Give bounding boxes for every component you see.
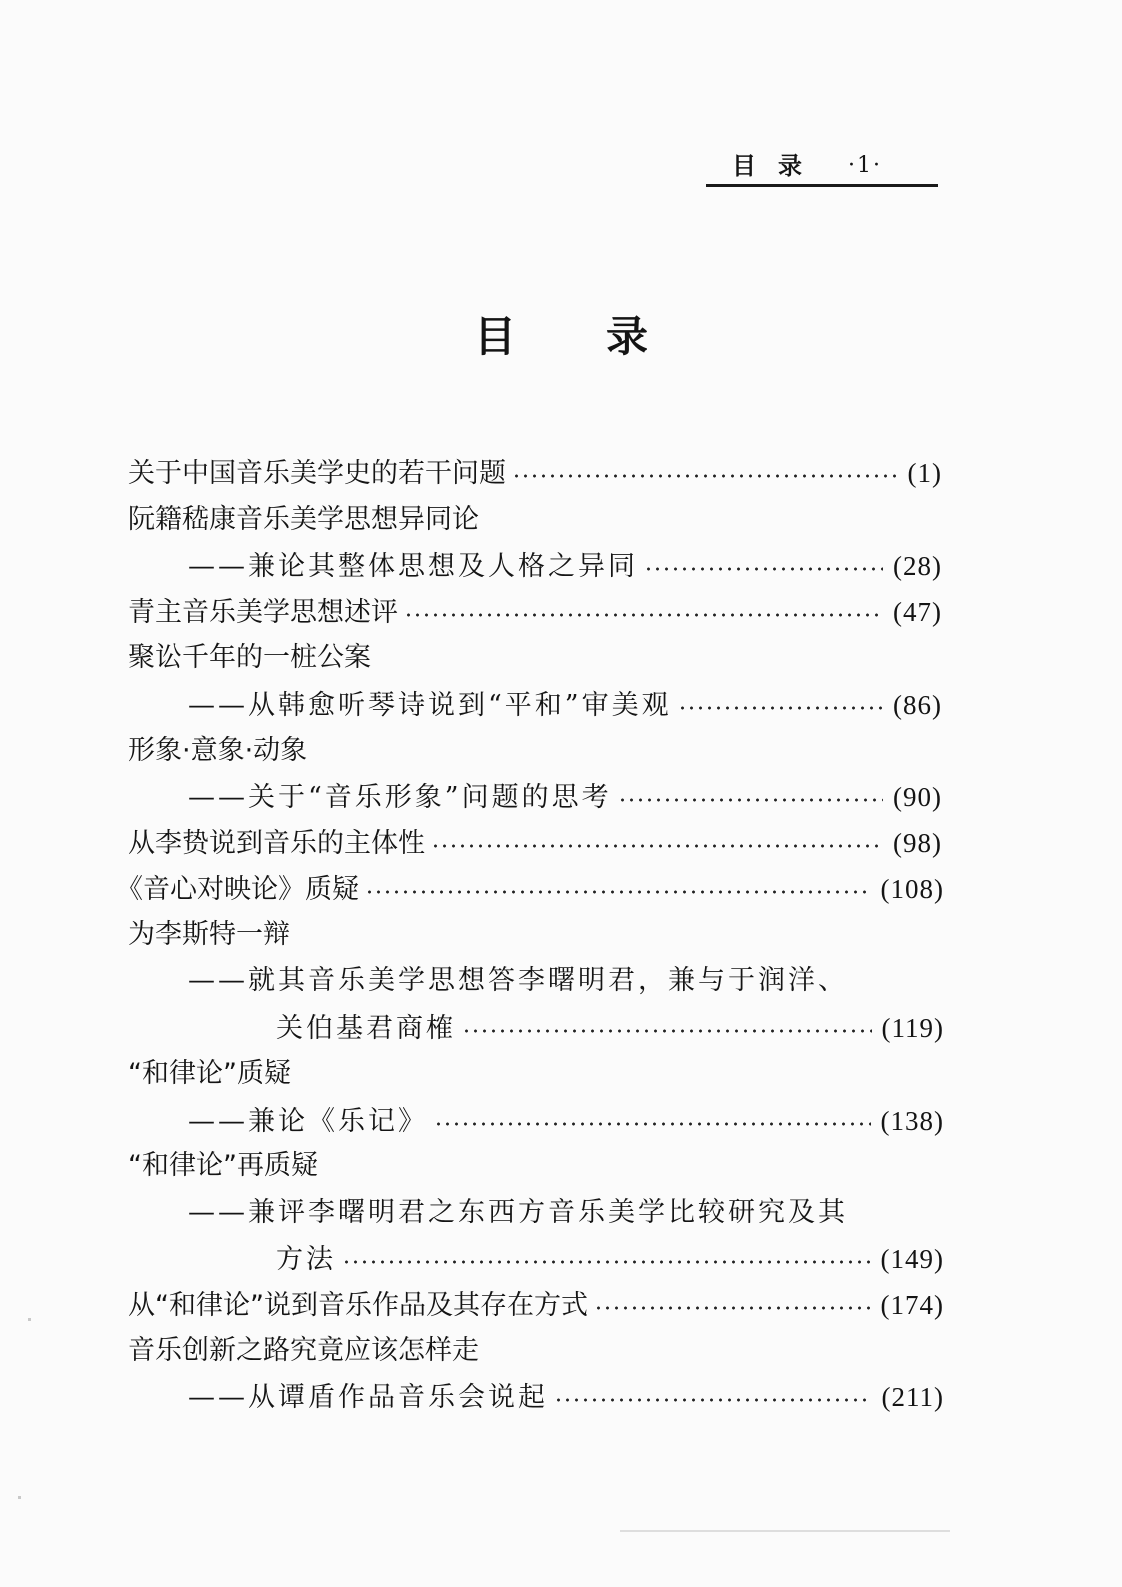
toc-entry-page: (90) bbox=[893, 782, 942, 812]
toc-entry[interactable] bbox=[128, 1051, 942, 1097]
dot-leader bbox=[365, 890, 871, 894]
toc-subentry-title: ——兼评李曙明君之东西方音乐美学比较研究及其 bbox=[188, 1197, 848, 1228]
toc-entry-title: 音乐创新之路究竟应该怎样走 bbox=[128, 1335, 479, 1366]
toc-entry[interactable] bbox=[128, 1282, 944, 1328]
scan-artifact bbox=[28, 1318, 31, 1321]
toc-entry-title: 为李斯特一辩 bbox=[128, 919, 290, 950]
toc-subentry-continuation[interactable] bbox=[276, 1005, 944, 1051]
toc-entry-title: “和律论”再质疑 bbox=[128, 1150, 318, 1181]
toc-entry-title: 从“和律论”说到音乐作品及其存在方式 bbox=[128, 1290, 588, 1321]
toc-subentry[interactable] bbox=[188, 1190, 942, 1236]
scan-artifact bbox=[620, 1530, 950, 1532]
toc-entry[interactable] bbox=[128, 728, 942, 774]
toc-subentry[interactable] bbox=[188, 543, 942, 589]
dot-leader bbox=[404, 613, 883, 617]
toc-entry-page: (28) bbox=[893, 551, 942, 581]
toc-subentry-title: ——从谭盾作品音乐会说起 bbox=[188, 1382, 548, 1413]
dot-leader bbox=[644, 567, 883, 571]
toc-subentry-title: ——兼论其整体思想及人格之异同 bbox=[188, 551, 638, 582]
toc-entry[interactable] bbox=[128, 1143, 942, 1189]
dot-leader bbox=[678, 706, 883, 710]
toc-entry-page: (98) bbox=[893, 828, 942, 858]
toc-entry[interactable] bbox=[128, 589, 942, 635]
toc-subentry-title: 关伯基君商榷 bbox=[276, 1013, 456, 1044]
dot-leader bbox=[462, 1029, 872, 1033]
toc-entry[interactable] bbox=[128, 450, 942, 496]
toc-entry-page: (149) bbox=[880, 1244, 944, 1274]
toc-entry-title: 从李贽说到音乐的主体性 bbox=[128, 828, 425, 859]
dot-leader bbox=[512, 474, 898, 478]
toc-entry-title: 青主音乐美学思想述评 bbox=[128, 597, 398, 628]
toc-subentry-continuation[interactable] bbox=[276, 1236, 944, 1282]
toc-subentry-title: ——从韩愈听琴诗说到“平和”审美观 bbox=[188, 690, 672, 721]
toc-entry-title: 形象·意象·动象 bbox=[128, 735, 308, 766]
toc-subentry-title: 方法 bbox=[276, 1244, 336, 1275]
toc-subentry[interactable] bbox=[188, 1098, 944, 1144]
toc-entry[interactable] bbox=[128, 820, 942, 866]
dot-leader bbox=[434, 1122, 871, 1126]
scan-artifact bbox=[18, 1496, 21, 1499]
dot-leader bbox=[618, 798, 883, 802]
toc-entry[interactable] bbox=[128, 497, 942, 543]
toc-subentry[interactable] bbox=[188, 1374, 944, 1420]
toc-subentry-title: ——关于“音乐形象”问题的思考 bbox=[188, 782, 612, 813]
toc-entry[interactable] bbox=[116, 866, 944, 912]
toc-entry-title: 关于中国音乐美学史的若干问题 bbox=[128, 458, 506, 489]
dot-leader bbox=[431, 844, 883, 848]
toc-entry-page: (47) bbox=[893, 597, 942, 627]
toc-entry-title: 聚讼千年的一桩公案 bbox=[128, 642, 371, 673]
toc-entry-title: 《音心对映论》质疑 bbox=[116, 874, 359, 905]
toc-subentry-title: ——兼论《乐记》 bbox=[188, 1106, 428, 1137]
toc-subentry[interactable] bbox=[188, 774, 942, 820]
toc-entry-page: (119) bbox=[881, 1013, 944, 1043]
toc-entry-page: (174) bbox=[880, 1290, 944, 1320]
toc-entry[interactable] bbox=[128, 1328, 942, 1374]
toc-entry[interactable] bbox=[128, 912, 942, 958]
running-header-page-number: ·1· bbox=[848, 153, 882, 178]
dot-leader bbox=[342, 1260, 871, 1264]
toc-entry-title: 阮籍嵇康音乐美学思想异同论 bbox=[128, 504, 479, 535]
toc-subentry[interactable] bbox=[188, 682, 942, 728]
toc-entry-page: (1) bbox=[907, 458, 942, 488]
toc-entry-page: (138) bbox=[880, 1106, 944, 1136]
toc-entry-page: (86) bbox=[893, 690, 942, 720]
toc-subentry-title: ——就其音乐美学思想答李曙明君，兼与于润洋、 bbox=[188, 965, 848, 996]
toc-entry-title: “和律论”质疑 bbox=[128, 1058, 291, 1089]
toc-entry-page: (211) bbox=[881, 1382, 944, 1412]
toc-subentry[interactable] bbox=[188, 958, 942, 1004]
dot-leader bbox=[554, 1398, 872, 1402]
page-title: 目录 bbox=[473, 312, 738, 361]
dot-leader bbox=[594, 1306, 871, 1310]
toc-entry-page: (108) bbox=[880, 874, 944, 904]
running-header-title: 目录 bbox=[732, 152, 824, 180]
toc-entry[interactable] bbox=[128, 635, 942, 681]
